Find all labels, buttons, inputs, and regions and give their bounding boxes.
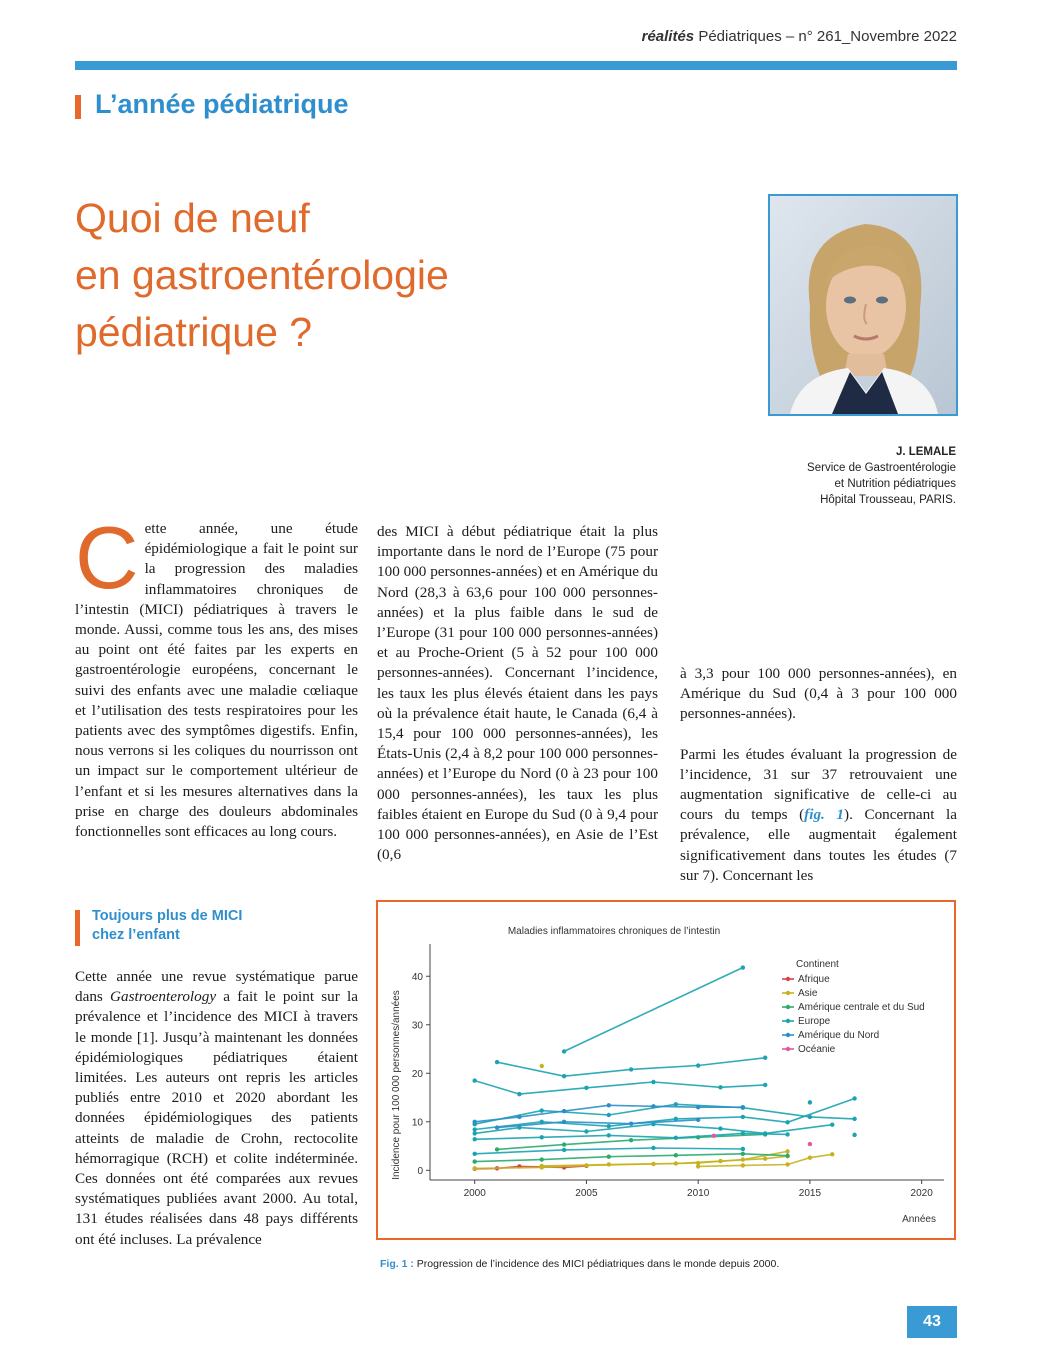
data-point xyxy=(629,1122,633,1126)
data-point xyxy=(629,1138,633,1142)
series-line xyxy=(497,1058,765,1076)
legend-label: Asie xyxy=(798,988,818,999)
legend-marker xyxy=(786,1005,790,1009)
data-point xyxy=(472,1166,476,1170)
data-point xyxy=(562,1109,566,1113)
legend-marker xyxy=(786,1019,790,1023)
data-point xyxy=(472,1078,476,1082)
data-point xyxy=(830,1122,834,1126)
article-title xyxy=(75,190,715,361)
data-point xyxy=(562,1120,566,1124)
author-affiliation-line: Service de Gastroentérologie xyxy=(807,462,956,474)
legend-marker xyxy=(786,991,790,995)
author-photo xyxy=(768,194,958,416)
data-point xyxy=(674,1153,678,1157)
data-point xyxy=(540,1108,544,1112)
data-point xyxy=(674,1136,678,1140)
legend-label: Océanie xyxy=(798,1044,836,1055)
portrait-image xyxy=(770,196,956,414)
data-point xyxy=(808,1142,812,1146)
data-point xyxy=(741,1163,745,1167)
series-line xyxy=(564,968,743,1052)
body-paragraph-2 xyxy=(680,745,957,886)
data-point xyxy=(472,1152,476,1156)
body-text: a fait le point sur la prévalence et l’incidence des MICI à travers le monde [1]. Jusqu’à maintenant les données épidémiologiques pédiatriques étaient limitées. Les auteurs ont repris les articles publiés entre 2010 et 2020 abordant les données épidémiologiques des patients atteints de maladie de Crohn, rectocolite hémorragique (RCH) et colite indéterminée. Ces données ont été comparées aux revues systématiques publiées avant 2000. Au total, 131 études réalisées dans 48 pays différents ont été incluses. La prévalence xyxy=(75,988,358,1248)
data-point xyxy=(852,1096,856,1100)
data-point xyxy=(808,1100,812,1104)
intro-paragraph xyxy=(75,508,358,842)
journal-brand: réalités xyxy=(641,28,695,45)
legend-label: Amérique centrale et du Sud xyxy=(798,1002,925,1013)
y-tick-label: 0 xyxy=(417,1165,423,1177)
data-point xyxy=(472,1127,476,1131)
data-point xyxy=(562,1074,566,1078)
body-text: à 3,3 pour 100 000 personnes-années), en Amérique du Sud (0,4 à 3 pour 100 000 personnes-années). xyxy=(680,665,957,723)
page-number: 43 xyxy=(907,1306,957,1338)
data-point xyxy=(741,965,745,969)
y-tick-label: 10 xyxy=(411,1117,423,1129)
data-point xyxy=(785,1149,789,1153)
data-point xyxy=(607,1133,611,1137)
data-point xyxy=(517,1092,521,1096)
data-point xyxy=(696,1164,700,1168)
author-affiliation-line: Hôpital Trousseau, PARIS. xyxy=(820,494,956,506)
figure-label: Fig. 1 : xyxy=(380,1258,414,1270)
journal-name: Gastroenterology xyxy=(110,988,217,1006)
subhead-marker xyxy=(75,910,80,946)
drop-cap: C xyxy=(75,508,139,607)
body-text: Cette année une revue systématique parue dans xyxy=(75,968,358,1006)
intro-text: ette année, une étude épidémiologique a fait le point sur la progression des maladies inflammatoires chroniques de l’intestin (MICI) pédiatriques à travers le monde. Aussi, comme tous les ans, des mises au point ont été faites par les experts en gastroentérologie européens, concernant le suivi des enfants avec une maladie cœliaque et l’utilisation des tests respiratoires pour les patients avec des symptômes digestifs. Enfin, nous verrons si les coliques du nourrisson ont un impact sur le comportement ultérieur de l’enfant et si les mesures alternatives dans la prise en charge des douleurs abdominales fonctionnelles sont efficaces au long cours. xyxy=(75,520,358,841)
data-point xyxy=(741,1131,745,1135)
data-point xyxy=(763,1056,767,1060)
data-point xyxy=(472,1131,476,1135)
legend-marker xyxy=(786,1047,790,1051)
x-tick-label: 2015 xyxy=(798,1188,822,1199)
legend-label: Afrique xyxy=(798,974,830,985)
legend-label: Amérique du Nord xyxy=(798,1030,880,1041)
legend-marker xyxy=(786,1033,790,1037)
data-point xyxy=(808,1155,812,1159)
body-paragraph xyxy=(75,967,358,1250)
data-point xyxy=(718,1126,722,1130)
data-point xyxy=(629,1067,633,1071)
data-point xyxy=(607,1103,611,1107)
data-point xyxy=(607,1155,611,1159)
journal-issue: Pédiatriques – n° 261_Novembre 2022 xyxy=(694,28,957,45)
running-header xyxy=(75,28,957,45)
data-point xyxy=(785,1154,789,1158)
author-affiliation-line: et Nutrition pédiatriques xyxy=(834,478,956,490)
column-3-text xyxy=(680,664,957,886)
data-point xyxy=(830,1152,834,1156)
data-point xyxy=(517,1115,521,1119)
data-point xyxy=(763,1083,767,1087)
data-point xyxy=(741,1105,745,1109)
data-point xyxy=(540,1164,544,1168)
data-point xyxy=(785,1120,789,1124)
y-axis-label: Incidence pour 100 000 personnes/années xyxy=(391,990,402,1180)
data-point xyxy=(852,1133,856,1137)
data-point xyxy=(562,1148,566,1152)
data-point xyxy=(712,1134,716,1138)
section-title: L’année pédiatrique xyxy=(95,89,349,119)
legend-marker xyxy=(786,977,790,981)
data-point xyxy=(540,1064,544,1068)
legend-label: Europe xyxy=(798,1016,831,1027)
data-point xyxy=(741,1115,745,1119)
data-point xyxy=(718,1085,722,1089)
subhead-line: chez l’enfant xyxy=(92,927,180,943)
chart-title: Maladies inflammatoires chroniques de l’intestin xyxy=(507,926,721,937)
data-point xyxy=(696,1063,700,1067)
subsection-heading xyxy=(92,907,242,945)
title-line: en gastroentérologie xyxy=(75,252,449,298)
figure-caption xyxy=(380,1258,779,1270)
data-point xyxy=(495,1060,499,1064)
data-point xyxy=(472,1159,476,1163)
data-point xyxy=(472,1120,476,1124)
data-point xyxy=(696,1105,700,1109)
x-tick-label: 2010 xyxy=(687,1188,710,1199)
body-text: Parmi les études évaluant la progression de l’incidence, 31 sur 37 retrouvaient une augmentation significative de celle-ci au cours du temps ( xyxy=(680,745,957,824)
data-point xyxy=(495,1125,499,1129)
data-point xyxy=(651,1104,655,1108)
data-point xyxy=(562,1049,566,1053)
data-point xyxy=(674,1161,678,1165)
x-axis-label: Années xyxy=(902,1214,936,1225)
caption-text: Progression de l’incidence des MICI pédiatriques dans le monde depuis 2000. xyxy=(413,1258,780,1270)
title-line: Quoi de neuf xyxy=(75,195,310,241)
data-point xyxy=(785,1132,789,1136)
data-point xyxy=(741,1147,745,1151)
data-point xyxy=(718,1159,722,1163)
data-point xyxy=(651,1080,655,1084)
figure-reference-link[interactable]: fig. 1 xyxy=(804,806,845,824)
y-tick-label: 20 xyxy=(411,1068,423,1080)
y-tick-label: 40 xyxy=(411,971,423,983)
data-point xyxy=(584,1129,588,1133)
data-point xyxy=(540,1157,544,1161)
author-block xyxy=(660,444,956,508)
incidence-chart xyxy=(378,902,954,1238)
data-point xyxy=(674,1102,678,1106)
data-point xyxy=(651,1146,655,1150)
subhead-line: Toujours plus de MICI xyxy=(92,908,243,924)
figure-frame xyxy=(376,900,956,1240)
data-point xyxy=(562,1142,566,1146)
x-tick-label: 2000 xyxy=(463,1188,486,1199)
column-2-text xyxy=(377,522,658,865)
data-point xyxy=(763,1156,767,1160)
x-tick-label: 2020 xyxy=(910,1188,933,1199)
data-point xyxy=(852,1117,856,1121)
author-name: J. LEMALE xyxy=(895,446,956,458)
data-point xyxy=(607,1162,611,1166)
data-point xyxy=(584,1086,588,1090)
chart-legend xyxy=(782,974,925,1055)
body-text: des MICI à début pédiatrique était la plus importante dans le nord de l’Europe (75 pour 100 000 personnes-années) et en Amérique du Nord (28,3 à 63,6 pour 100 000 personnes-années) et la plus faible dans le sud de l’Europe (31 pour 100 000 personnes-années) et au Proche-Orient (5 à 52 pour 100 000 personnes-années). Concernant l’incidence, les taux les plus élevés étaient dans les pays où la prévalence était haute, le Canada (6,4 à 15,4 pour 100 000 personnes-années), les États-Unis (2,4 à 8,2 pour 100 000 personnes-années) et l’Europe du Nord (0 à 23 pour 100 000 personnes-années), les taux les plus faibles étaient en Europe du Sud (0 à 9,4 pour 100 000 personnes-années), en Asie de l’Est (0,6 xyxy=(377,523,658,864)
y-tick-label: 30 xyxy=(411,1020,423,1032)
data-point xyxy=(607,1113,611,1117)
title-line: pédiatrique ? xyxy=(75,309,313,355)
data-point xyxy=(472,1137,476,1141)
x-tick-label: 2005 xyxy=(575,1188,598,1199)
body-text: ). Concernant la prévalence, elle augmentait également significativement dans toutes les études (7 sur 7). Concernant les xyxy=(680,806,957,884)
data-point xyxy=(741,1152,745,1156)
data-point xyxy=(495,1147,499,1151)
legend-title: Continent xyxy=(796,959,839,970)
data-point xyxy=(607,1124,611,1128)
header-rule xyxy=(75,61,957,70)
data-point xyxy=(540,1135,544,1139)
data-point xyxy=(785,1162,789,1166)
section-marker xyxy=(75,95,81,119)
data-point xyxy=(696,1118,700,1122)
